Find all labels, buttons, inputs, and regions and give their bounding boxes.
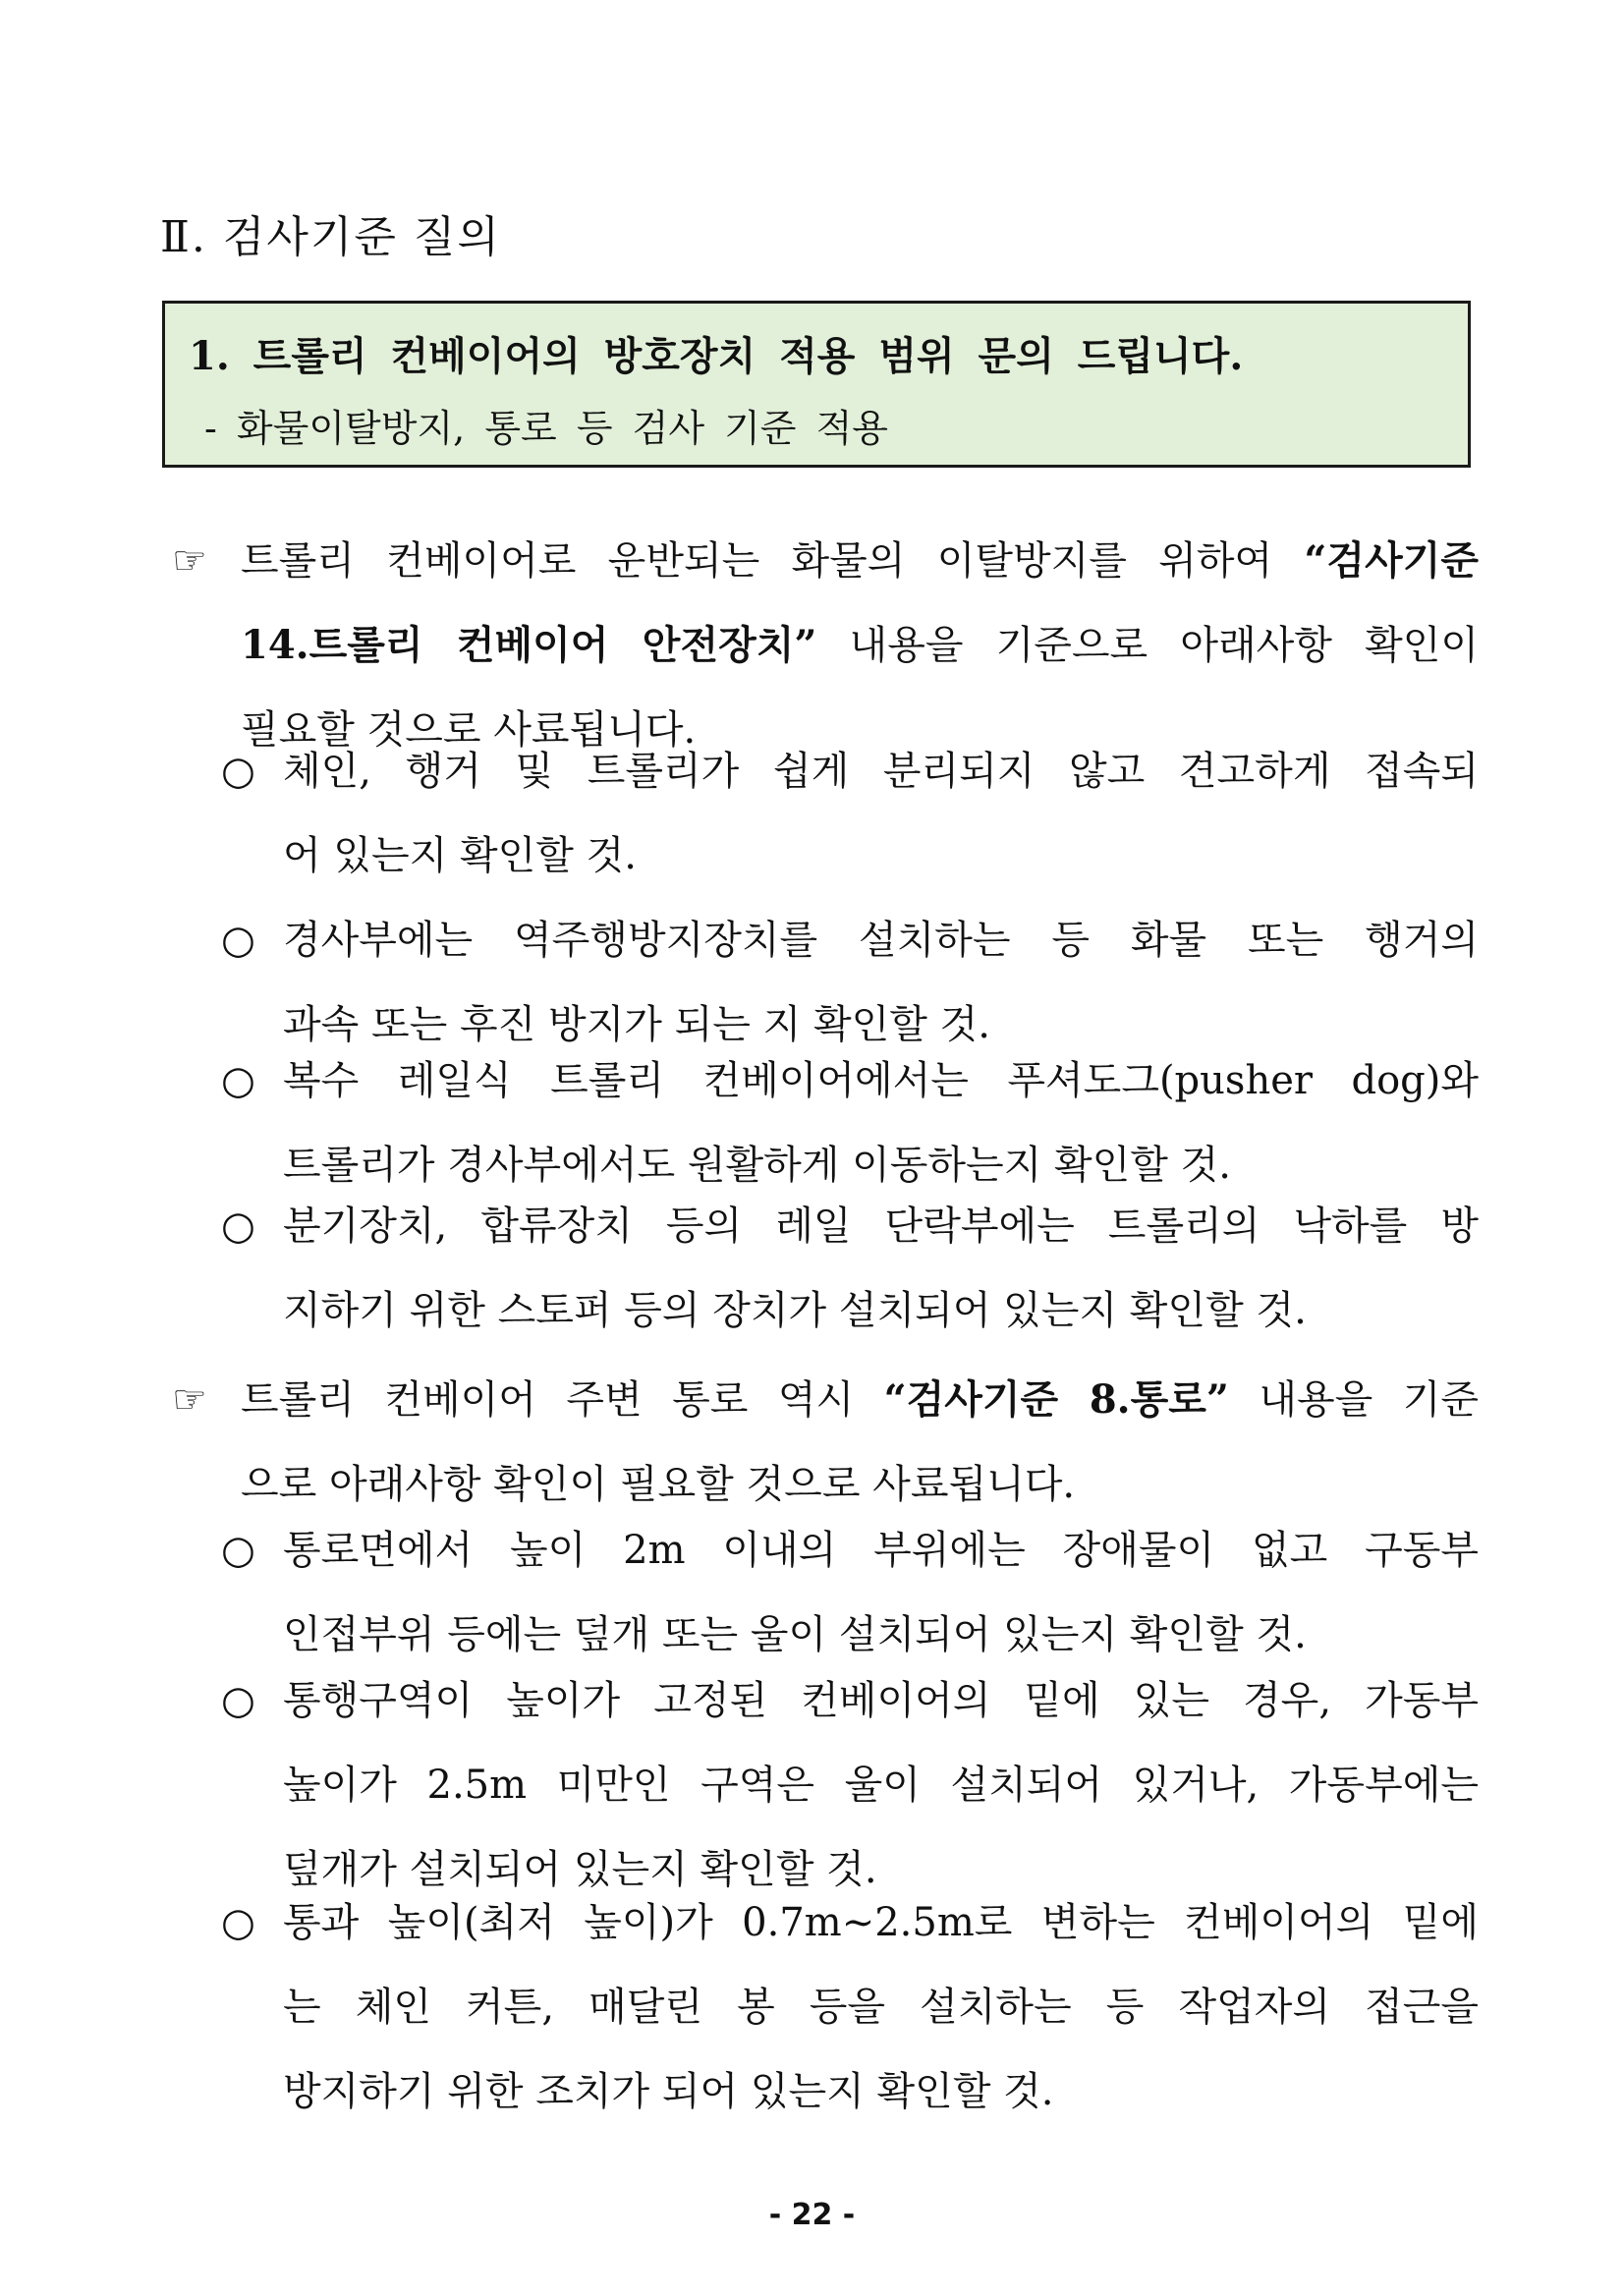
- bullet-item: ○ 분기장치, 합류장치 등의 레일 단락부에는 트롤리의 낙하를 방 지하기 위한 스토퍼 등의 장치가 설치되어 있는지 확인할 것.: [221, 1184, 1479, 1353]
- circle-bullet-icon: ○: [221, 749, 255, 794]
- circle-bullet-icon: ○: [221, 1058, 255, 1103]
- bullet-item: ○ 경사부에는 역주행방지장치를 설치하는 등 화물 또는 행거의 과속 또는 후진 방지가 되는 지 확인할 것.: [221, 898, 1479, 1067]
- answer-line: 트롤리 컨베이어 주변 통로 역시 “검사기준 8.통로” 내용을 기준: [241, 1376, 1479, 1423]
- pointing-hand-icon: ☞: [172, 1377, 207, 1423]
- page-number: - 22 -: [768, 2198, 856, 2232]
- question-title: 1. 트롤리 컨베이어의 방호장치 적용 범위 문의 드립니다.: [189, 333, 1244, 379]
- pointing-hand-icon: ☞: [172, 538, 207, 584]
- circle-bullet-icon: ○: [221, 1678, 255, 1723]
- question-subtitle: - 화물이탈방지, 통로 등 검사 기준 적용: [204, 407, 889, 450]
- circle-bullet-icon: ○: [221, 1528, 255, 1573]
- bold-reference: 14.트롤리 컨베이어 안전장치”: [241, 622, 817, 668]
- bullet-item: ○ 통로면에서 높이 2m 이내의 부위에는 장애물이 없고 구동부 인접부위 등에는 덮개 또는 울이 설치되어 있는지 확인할 것.: [221, 1508, 1479, 1677]
- circle-bullet-icon: ○: [221, 1204, 255, 1249]
- bullet-item: ○ 복수 레일식 트롤리 컨베이어에서는 푸셔도그(pusher dog)와 트롤리가 경사부에서도 원활하게 이동하는지 확인할 것.: [221, 1038, 1479, 1207]
- answer-line: 필요할 것으로 사료됩니다.: [241, 707, 697, 753]
- circle-bullet-icon: ○: [221, 918, 255, 963]
- bullet-item: ○ 통과 높이(최저 높이)가 0.7m∼2.5m로 변하는 컨베이어의 밑에 는 체인 커튼, 매달린 봉 등을 설치하는 등 작업자의 접근을 방지하기 위한 조치가 되어 있는지 확인할 것.: [221, 1880, 1479, 2134]
- bold-reference: “검사기준 8.통로”: [883, 1376, 1229, 1423]
- answer-line: 트롤리 컨베이어로 운반되는 화물의 이탈방지를 위하여 “검사기준: [241, 537, 1479, 584]
- bullet-item: ○ 체인, 행거 및 트롤리가 쉽게 분리되지 않고 견고하게 접속되 어 있는지 확인할 것.: [221, 729, 1479, 898]
- answer-line: 으로 아래사항 확인이 필요할 것으로 사료됩니다.: [241, 1462, 1076, 1507]
- answer-line: 14.트롤리 컨베이어 안전장치” 내용을 기준으로 아래사항 확인이: [241, 622, 1479, 668]
- answer-paragraph-2: [172, 1358, 1479, 1527]
- bullet-item: ○ 통행구역이 높이가 고정된 컨베이어의 밑에 있는 경우, 가동부 높이가 2.5m 미만인 구역은 울이 설치되어 있거나, 가동부에는 덮개가 설치되어 있는지 확인할 것.: [221, 1658, 1479, 1912]
- circle-bullet-icon: ○: [221, 1900, 255, 1945]
- bold-reference: “검사기준: [1304, 537, 1479, 584]
- question-box: [162, 301, 1471, 468]
- section-title: Ⅱ. 검사기준 질의: [160, 212, 501, 262]
